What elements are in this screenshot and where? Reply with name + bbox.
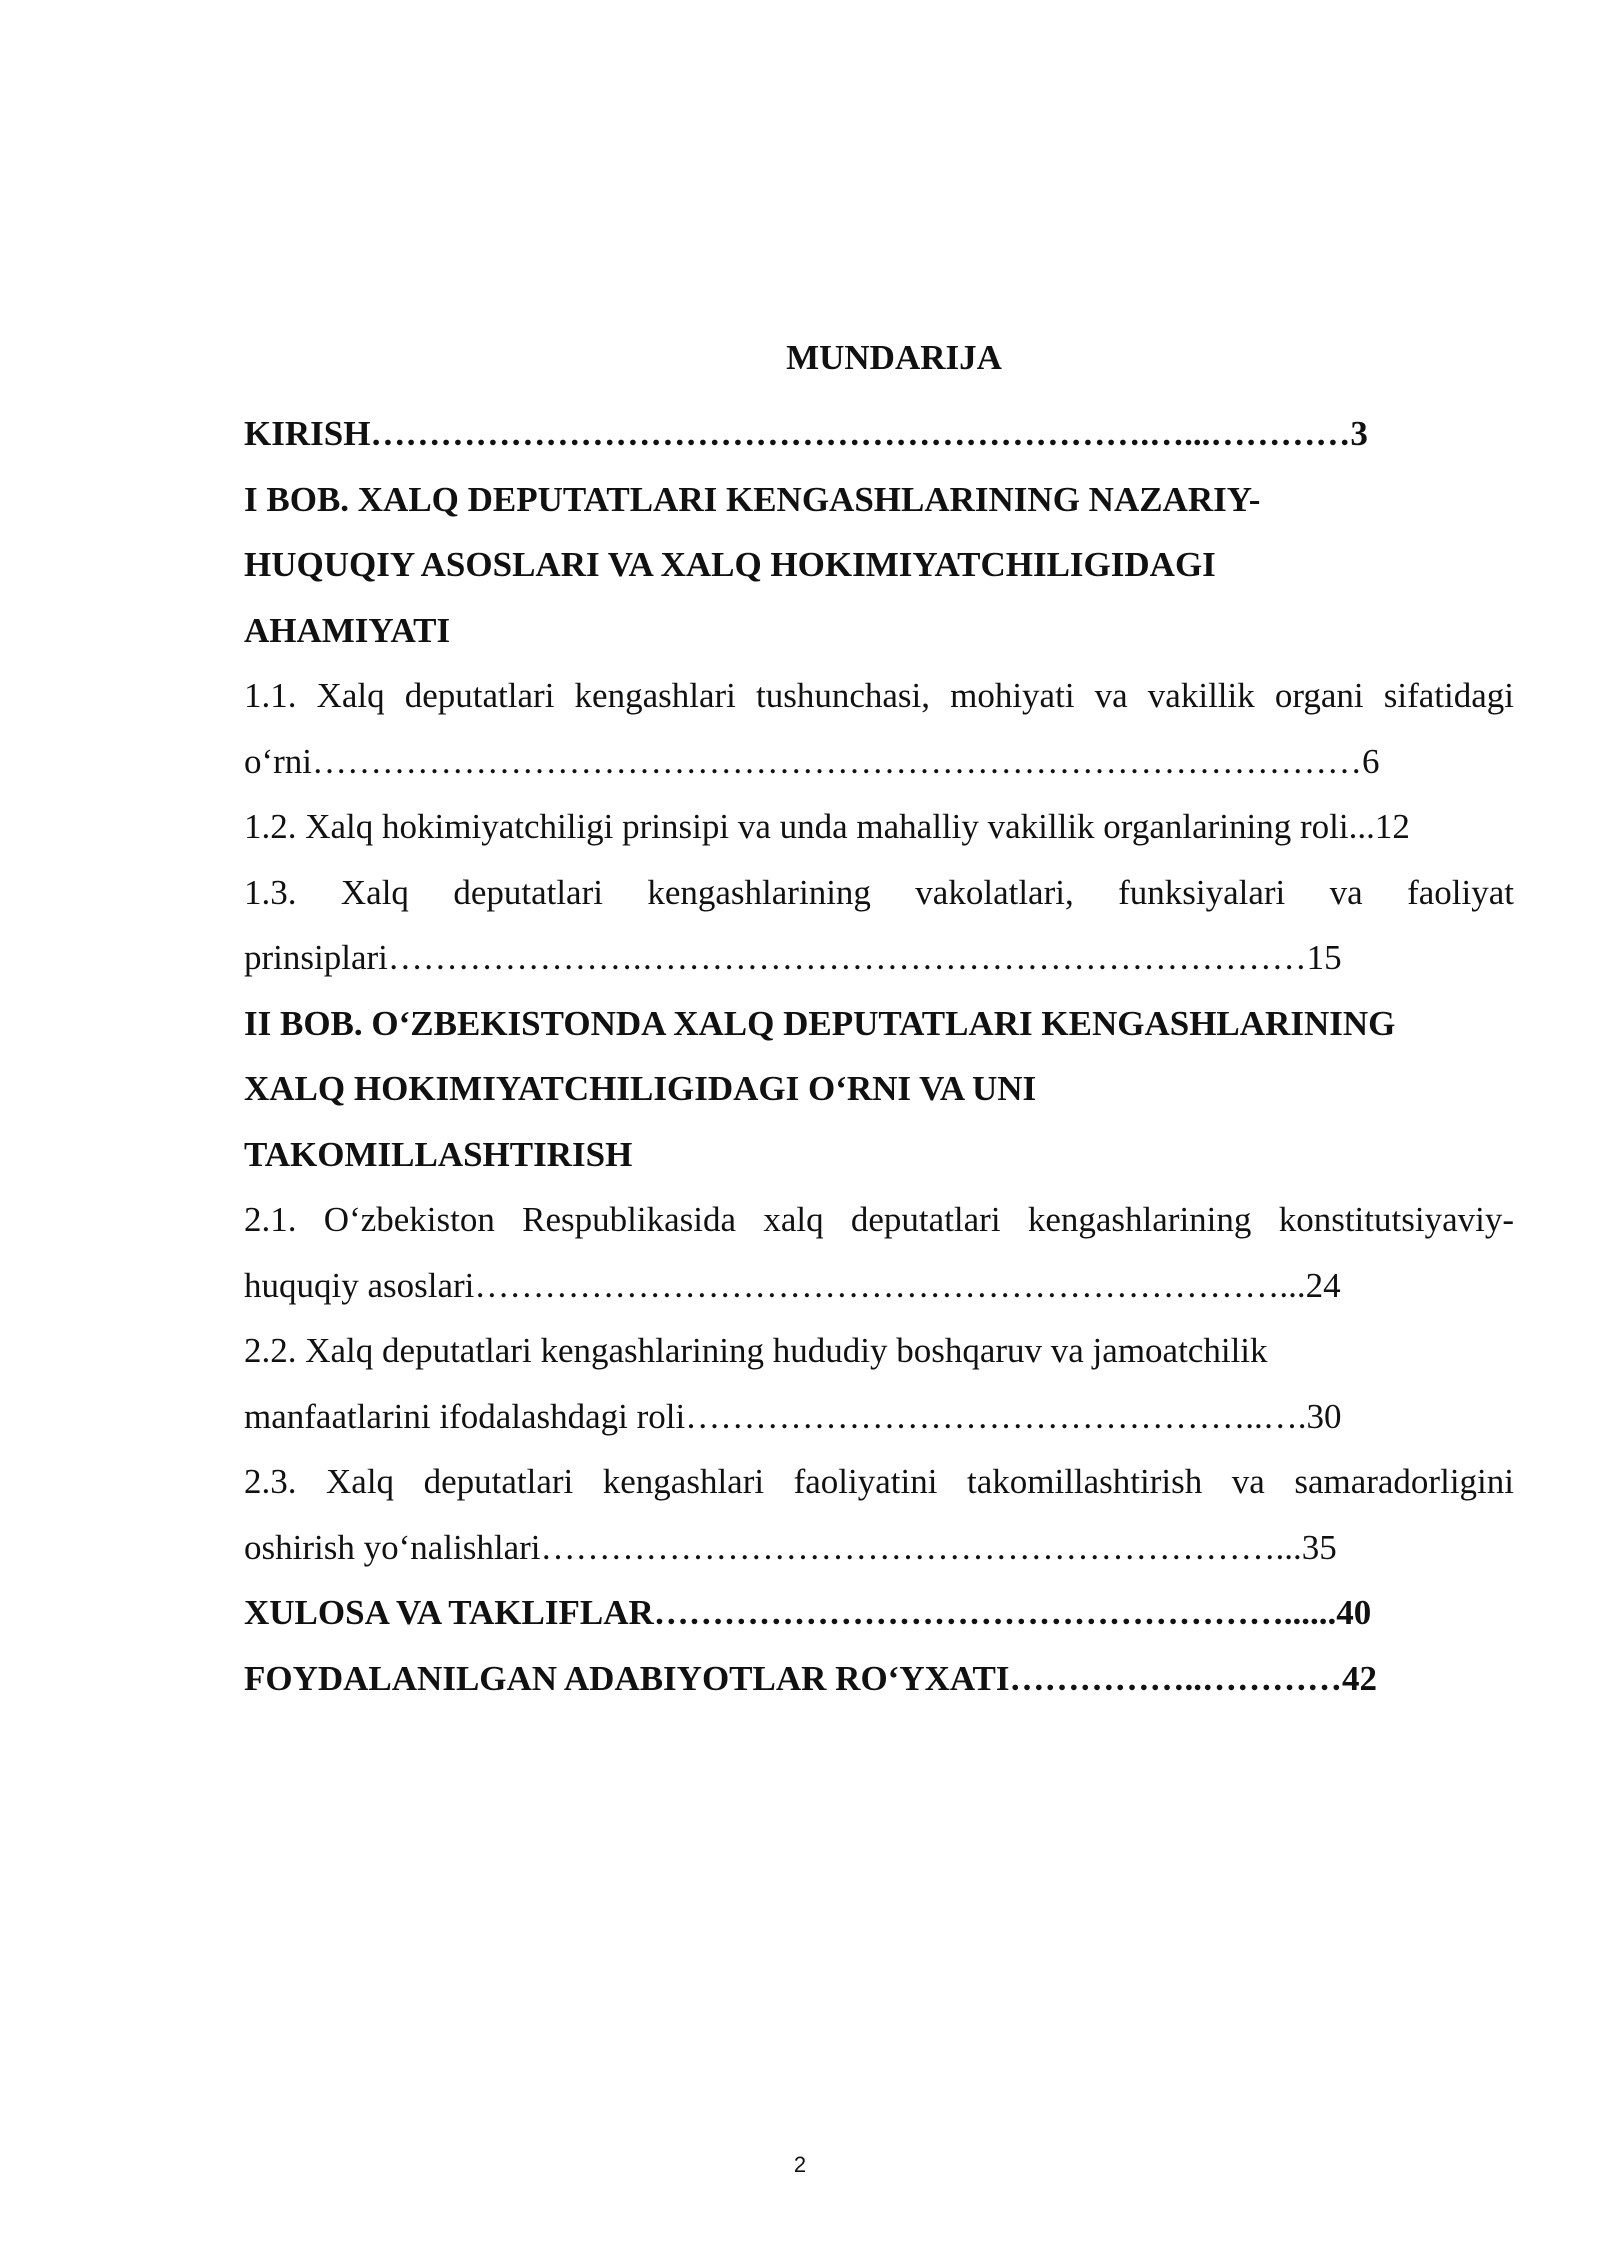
- toc-section-1-1-line-2: o‘rni………………………………………………………………………………6: [244, 741, 1380, 781]
- toc-chapter-1-title-line-3: AHAMIYATI: [244, 610, 451, 650]
- toc-section-1-1-line-1: 1.1. Xalq deputatlari kengashlari tushunchasi, mohiyati va vakillik organi sifatidagi: [244, 676, 1514, 715]
- toc-section-1-3-line-1: 1.3. Xalq deputatlari kengashlarining vakolatlari, funksiyalari va faoliyat: [244, 872, 1514, 912]
- toc-entry-conclusion: XULOSA VA TAKLIFLAR………………………………………………......40: [244, 1593, 1372, 1632]
- toc-section-2-3-line-2: oshirish yo‘nalishlari………………………………………………………...35: [244, 1527, 1337, 1567]
- toc-section-2-2-line-2: manfaatlarini ifodalashdagi roli…………………………………………..….30: [244, 1396, 1342, 1436]
- toc-entry-bibliography: FOYDALANILGAN ADABIYOTLAR RO‘YXATI……………..…………42: [244, 1658, 1378, 1698]
- toc-section-1-3-line-2: prinsiplari………………….…………………………………………………15: [244, 938, 1342, 977]
- title-spacer: [244, 380, 1514, 401]
- table-of-contents: [244, 336, 1514, 1711]
- toc-chapter-2-title-line-2: XALQ HOKIMIYATCHILIGIDAGI O‘RNI VA UNI: [244, 1069, 1037, 1108]
- toc-section-1-2: 1.2. Xalq hokimiyatchiligi prinsipi va unda mahalliy vakillik organlarining roli...12: [244, 807, 1410, 846]
- toc-section-2-1-line-1: 2.1. O‘zbekiston Respublikasida xalq deputatlari kengashlarining konstitutsiyaviy-: [244, 1200, 1514, 1239]
- page-number: 2: [793, 2152, 807, 2177]
- toc-chapter-1-title-line-1: I BOB. XALQ DEPUTATLARI KENGASHLARINING NAZARIY-: [244, 479, 1261, 519]
- toc-section-2-2-line-1: 2.2. Xalq deputatlari kengashlarining hududiy boshqaruv va jamoatchilik: [244, 1331, 1268, 1370]
- toc-section-2-3-line-1: 2.3. Xalq deputatlari kengashlari faoliyatini takomillashtirish va samaradorligini: [244, 1462, 1514, 1501]
- toc-chapter-2-title-line-3: TAKOMILLASHTIRISH: [244, 1134, 633, 1174]
- toc-chapter-2-title-line-1: II BOB. O‘ZBEKISTONDA XALQ DEPUTATLARI KENGASHLARINING: [244, 1003, 1396, 1043]
- toc-title: MUNDARIJA: [786, 338, 1002, 377]
- toc-entry-kirish: KIRISH………………………………………………………….…...…………3: [244, 414, 1368, 453]
- toc-chapter-1-title-line-2: HUQUQIY ASOSLARI VA XALQ HOKIMIYATCHILIGIDAGI: [244, 545, 1216, 584]
- toc-section-2-1-line-2: huquqiy asoslari……………………………………………………………...24: [244, 1265, 1341, 1305]
